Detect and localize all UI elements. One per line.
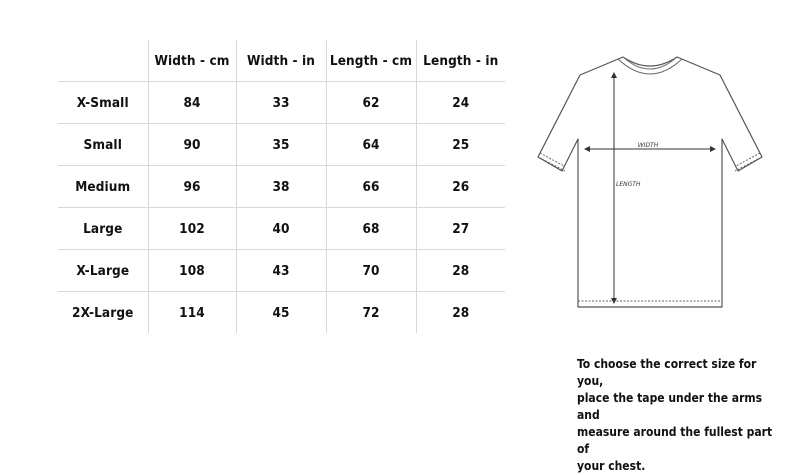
- width-cm-cell: 114: [148, 292, 236, 334]
- width-label: WIDTH: [637, 142, 659, 149]
- length-in-cell: 25: [416, 124, 505, 166]
- size-label: Medium: [58, 166, 148, 208]
- width-cm-cell: 96: [148, 166, 236, 208]
- width-in-cell: 38: [236, 166, 326, 208]
- width-in-cell: 33: [236, 82, 326, 124]
- width-cm-cell: 90: [148, 124, 236, 166]
- length-cm-cell: 64: [326, 124, 416, 166]
- header-corner: [58, 40, 148, 82]
- table-row: [58, 166, 505, 208]
- length-cm-cell: 62: [326, 82, 416, 124]
- size-label: 2X-Large: [58, 292, 148, 334]
- width-in-cell: 35: [236, 124, 326, 166]
- tshirt-measurement-diagram: [530, 45, 770, 325]
- width-in-cell: 43: [236, 250, 326, 292]
- table-row: [58, 250, 505, 292]
- length-label: LENGTH: [616, 181, 641, 188]
- length-in-cell: 28: [416, 250, 505, 292]
- header-width-cm: Width - cm: [148, 40, 236, 82]
- length-cm-cell: 70: [326, 250, 416, 292]
- table-header-row: [58, 40, 505, 82]
- length-in-cell: 27: [416, 208, 505, 250]
- table-row: [58, 292, 505, 334]
- header-width-in: Width - in: [236, 40, 326, 82]
- size-label: X-Large: [58, 250, 148, 292]
- header-length-in: Length - in: [416, 40, 505, 82]
- table-row: [58, 82, 505, 124]
- length-cm-cell: 66: [326, 166, 416, 208]
- table-row: [58, 208, 505, 250]
- width-cm-cell: 102: [148, 208, 236, 250]
- width-in-cell: 40: [236, 208, 326, 250]
- length-cm-cell: 68: [326, 208, 416, 250]
- table-row: [58, 124, 505, 166]
- width-cm-cell: 108: [148, 250, 236, 292]
- width-cm-cell: 84: [148, 82, 236, 124]
- length-in-cell: 28: [416, 292, 505, 334]
- measurement-instructions: To choose the correct size for you, place the tape under the arms and measure around the fullest part of your chest.: [577, 357, 773, 473]
- size-label: X-Small: [76, 94, 129, 111]
- length-cm-cell: 72: [326, 292, 416, 334]
- tshirt-outline: [538, 57, 762, 307]
- length-in-cell: 26: [416, 166, 505, 208]
- size-chart-table: [58, 40, 505, 333]
- length-in-cell: 24: [416, 82, 505, 124]
- width-in-cell: 45: [236, 292, 326, 334]
- size-label: Small: [58, 124, 148, 166]
- size-label: Large: [58, 208, 148, 250]
- header-length-cm: Length - cm: [326, 40, 416, 82]
